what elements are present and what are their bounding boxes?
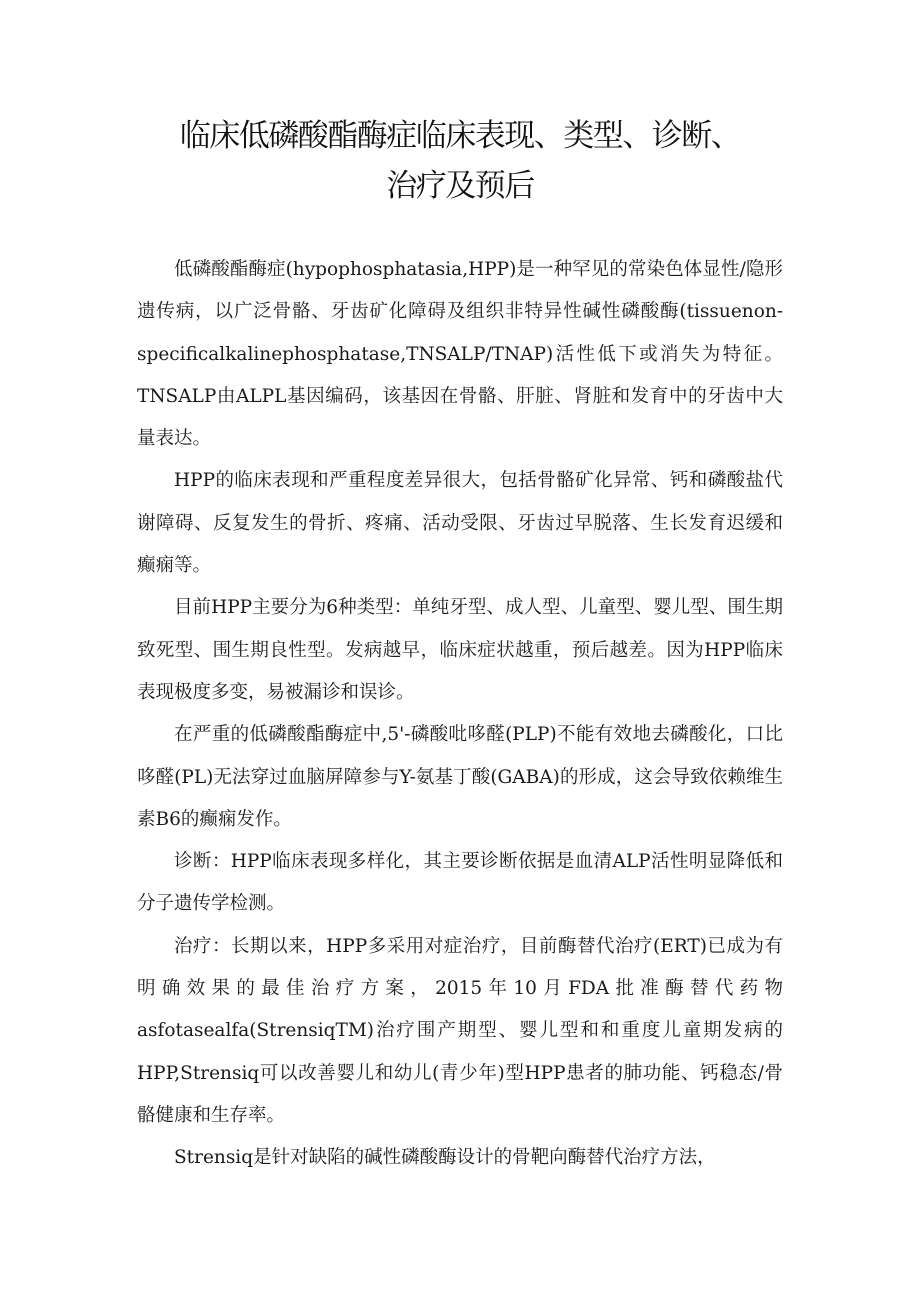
paragraph-strensiq: Strensiq是针对缺陷的碱性磷酸酶设计的骨靶向酶替代治疗方法， [174,1147,716,1169]
page-title-line-2: 治疗及预后 [386,168,534,204]
paragraph-treatment: 治疗：长期以来，HPP多采用对症治疗，目前酶替代治疗(ERT)已成为有明确效果的最佳治疗方案，2015年10月FDA批准酶替代药物asfotasealfa(StrensiqTM)治疗围产期型、婴儿型和和重度儿童期发病的HPP,Strensiq可以改善婴儿和幼儿(青少年)型HPP患者的肺功能、钙稳态/骨骼健康和生存率。 [137,935,783,1126]
paragraph-clinical-features: HPP的临床表现和严重程度差异很大，包括骨骼矿化异常、钙和磷酸盐代谢障碍、反复发生的骨折、疼痛、活动受限、牙齿过早脱落、生长发育迟缓和癫痫等。 [137,470,783,577]
paragraph-types: 目前HPP主要分为6种类型：单纯牙型、成人型、儿童型、婴儿型、围生期致死型、围生期良性型。发病越早，临床症状越重，预后越差。因为HPP临床表现极度多变，易被漏诊和误诊。 [137,597,783,703]
document-body [137,249,783,1180]
paragraph-seizures: 在严重的低磷酸酯酶症中,5'-磷酸吡哆醛(PLP)不能有效地去磷酸化，口比哆醛(PL)无法穿过血脑屏障参与Y-氨基丁酸(GABA)的形成，这会导致依赖维生素B6的癫痫发作。 [137,724,783,830]
page-title-line-1: 临床低磷酸酯酶症临床表现、类型、诊断、 [179,118,741,154]
paragraph-diagnosis: 诊断：HPP临床表现多样化，其主要诊断依据是血清ALP活性明显降低和分子遗传学检测。 [137,851,783,915]
paragraph-intro: 低磷酸酯酶症(hypophosphatasia,HPP)是一种罕见的常染色体显性/隐形遗传病，以广泛骨骼、牙齿矿化障碍及组织非特异性碱性磷酸酶(tissuenon-specificalkalinephosphatase,TNSALP/TNAP)活性低下或消失为特征。TNSALP由ALPL基因编码，该基因在骨骼、肝脏、肾脏和发育中的牙齿中大量表达。 [137,259,783,450]
